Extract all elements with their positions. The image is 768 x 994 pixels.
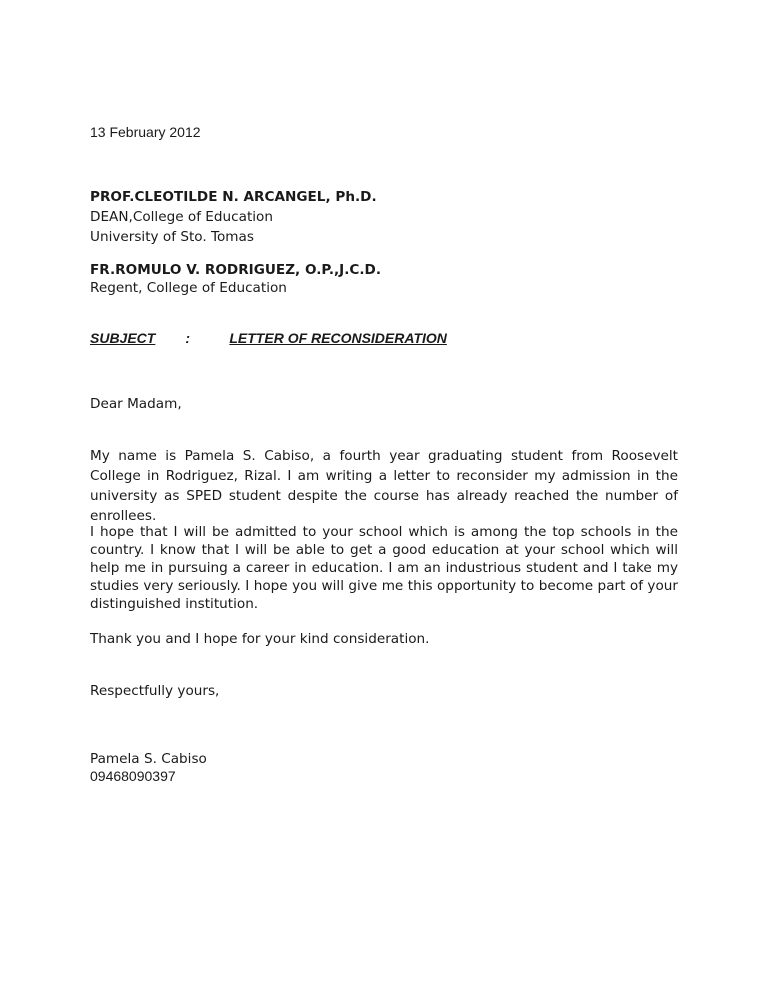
body-paragraph-2: I hope that I will be admitted to your school which is among the top schools in the country. I know that I will be able to get a good education at your school which will help me in pursuing a career in education. I am an industrious student and I take my studies very seriously. I hope you will give me this opportunity to become part of your distinguished institution. bbox=[90, 524, 678, 612]
subject-label: SUBJECT bbox=[90, 330, 156, 346]
body-paragraph-1: My name is Pamela S. Cabiso, a fourth year graduating student from Roosevelt College in Rodriguez, Rizal. I am writing a letter to reconsider my admission in the university as SPED student despite the course has already reached the number of enrollees. bbox=[90, 448, 678, 524]
closing: Respectfully yours, bbox=[90, 683, 220, 699]
recipient1-name: PROF.CLEOTILDE N. ARCANGEL, Ph.D. bbox=[90, 189, 377, 205]
salutation: Dear Madam, bbox=[90, 396, 182, 412]
recipient2-title: Regent, College of Education bbox=[90, 280, 287, 296]
subject-text: LETTER OF RECONSIDERATION bbox=[229, 330, 447, 346]
letter-date: 13 February 2012 bbox=[90, 124, 201, 140]
recipient1-institution: University of Sto. Tomas bbox=[90, 229, 254, 245]
recipient2-name: FR.ROMULO V. RODRIGUEZ, O.P.,J.C.D. bbox=[90, 262, 381, 278]
subject-line bbox=[90, 328, 447, 348]
body-paragraph-3: Thank you and I hope for your kind consideration. bbox=[90, 631, 430, 647]
signature-name: Pamela S. Cabiso bbox=[90, 751, 207, 767]
subject-colon: : bbox=[185, 330, 191, 346]
recipient1-title: DEAN,College of Education bbox=[90, 209, 273, 225]
signature-phone: 09468090397 bbox=[90, 768, 176, 784]
